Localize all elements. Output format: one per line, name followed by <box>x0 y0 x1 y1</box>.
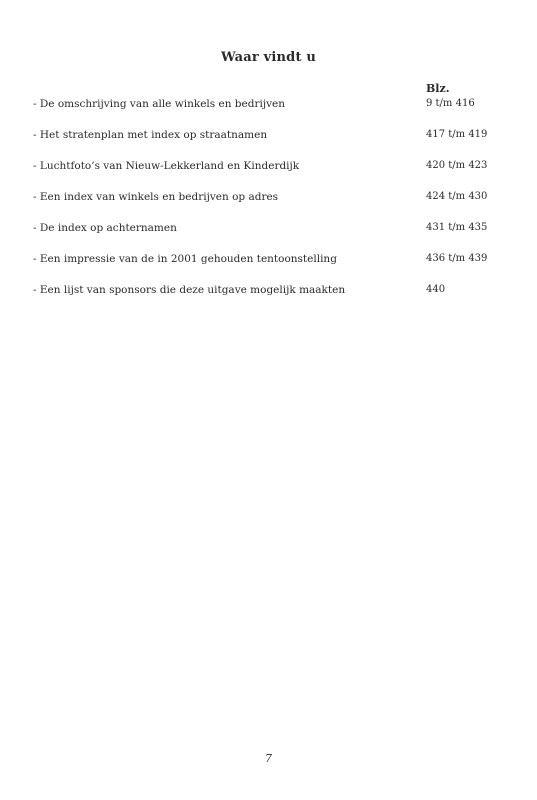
toc-entry-pages: 436 t/m 439 <box>426 253 488 264</box>
toc-entry-text: - De index op achternamen <box>33 222 177 234</box>
toc-entry <box>33 128 513 159</box>
toc-entry-text: - Een index van winkels en bedrijven op adres <box>33 191 279 203</box>
toc-entry-text: - Luchtfoto’s van Nieuw-Lekkerland en Kinderdijk <box>33 160 300 172</box>
toc-entry-pages: 431 t/m 435 <box>426 222 488 233</box>
toc-entry-pages: 424 t/m 430 <box>426 191 488 202</box>
toc-entry-pages: 420 t/m 423 <box>426 160 488 171</box>
page-title: Waar vindt u <box>220 50 317 65</box>
toc-entry-pages: 417 t/m 419 <box>426 129 488 140</box>
pages-column-header: Blz. <box>426 82 450 95</box>
toc-entry <box>33 283 513 314</box>
toc-entry <box>33 221 513 252</box>
toc-entry-pages: 440 <box>426 284 446 295</box>
toc-entry <box>33 97 513 128</box>
toc-entry <box>33 159 513 190</box>
toc-entry-pages: 9 t/m 416 <box>426 98 475 109</box>
toc-entry-text: - Een lijst van sponsors die deze uitgave mogelijk maakten <box>33 284 346 296</box>
toc-entry <box>33 190 513 221</box>
page-number: 7 <box>265 752 272 765</box>
toc-entry-text: - De omschrijving van alle winkels en bedrijven <box>33 98 286 110</box>
table-of-contents <box>33 97 513 314</box>
toc-entry-text: - Het stratenplan met index op straatnamen <box>33 129 268 141</box>
toc-entry-text: - Een impressie van de in 2001 gehouden tentoonstelling <box>33 253 337 265</box>
toc-entry <box>33 252 513 283</box>
